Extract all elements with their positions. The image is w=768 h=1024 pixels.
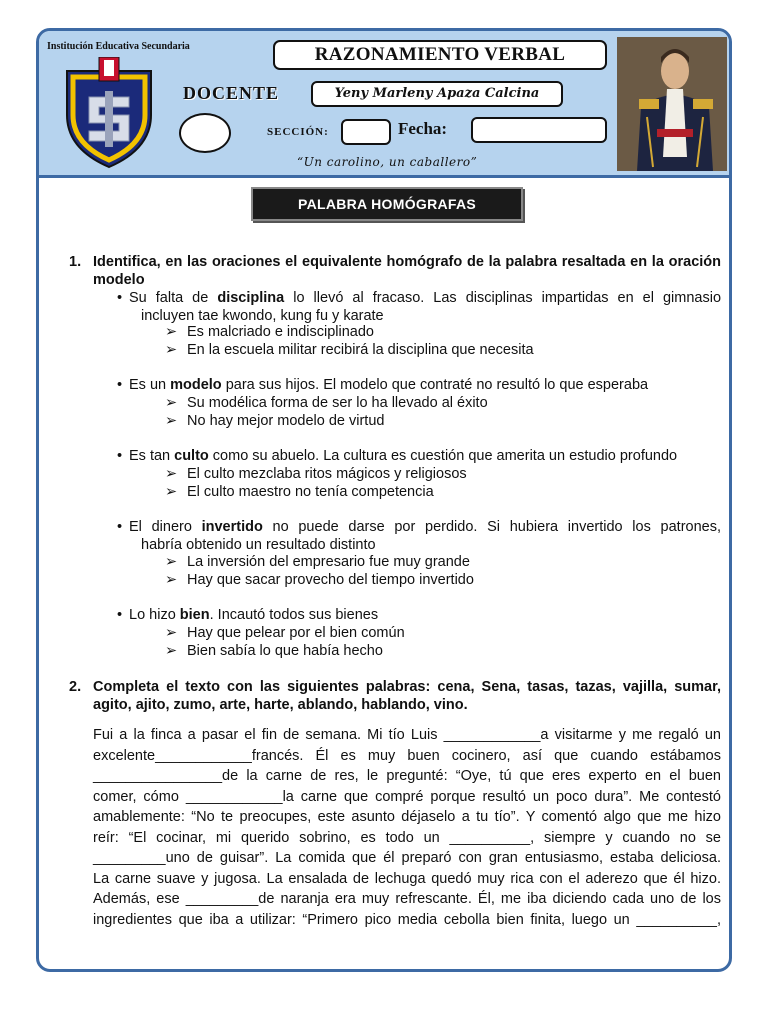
grade-oval-field[interactable] [179,113,231,153]
paragraph-line: Fui a la finca a pasar el fin de semana. Mi tío Luis ____________a visitarme y me regaló un [93,727,721,743]
item-text: no puede darse por perdido. Si hubiera invertido los patrones, [262,519,721,535]
paragraph-line: Además, ese _________de naranja era muy refrescante. Él, me iba diciendo cada uno de los [93,891,721,907]
arrow-icon: ➢ [165,413,178,429]
fecha-field[interactable] [471,117,607,143]
item-continuation: habría obtenido un resultado distinto [141,536,376,553]
institution-name: Institución Educativa Secundaria [47,41,190,52]
worksheet-title: PALABRA HOMÓGRAFAS [251,187,523,221]
question-2-heading [69,678,721,714]
item-text: como su abuelo. La cultura es cuestión que amerita un estudio profundo [208,448,678,464]
arrow-icon: ➢ [165,324,178,340]
paragraph-line: ________________de la carne de res, le pregunté: “Oye, tú que eres experto en el buen [93,768,721,784]
item-text: Lo hizo [129,607,180,623]
arrow-icon: ➢ [165,395,178,411]
bullet-icon: • [117,519,123,535]
list-item [117,448,721,466]
item-text: Su falta de [129,290,218,306]
paragraph-line: ingredientes que iba a utilizar: “Primero pico media cebolla bien finita, luego un __________, [93,911,721,928]
sub-item-text: Es malcriado e indisciplinado [187,324,374,340]
sub-item-text: El culto mezclaba ritos mágicos y religiosos [187,466,467,482]
question-text: Completa el texto con las siguientes palabras: cena, Sena, tasas, tazas, vajilla, sumar, agito, ajito, zumo, arte, harte, ablando, hablando, vino. [93,679,721,713]
sub-item [165,466,721,484]
paragraph-line: La carne suave y jugosa. La ensalada de lechuga quedó muy rica con el aderezo que él hizo. [93,870,721,887]
bullet-icon: • [117,448,123,464]
question-text: Identifica, en las oraciones el equivalente homógrafo de la palabra resaltada en la oración modelo [93,254,721,288]
teacher-name: Yeny Marleny Apaza Calcina [311,81,563,107]
item-text: para sus hijos. El modelo que contraté no resultó lo que esperaba [221,377,649,393]
highlighted-word: bien [179,607,210,623]
seccion-label: SECCIÓN: [267,126,329,138]
sub-item [165,643,721,661]
sub-item-text: No hay mejor modelo de virtud [187,413,385,429]
arrow-icon: ➢ [165,466,178,482]
subject-title: RAZONAMIENTO VERBAL [273,40,607,70]
fill-in-paragraph [93,725,721,930]
portrait-image [617,37,727,171]
sub-item [165,572,721,590]
question-number: 2. [69,679,82,695]
highlighted-word: modelo [170,377,222,393]
sub-item-text: Bien sabía lo que había hecho [187,643,383,659]
sub-item [165,625,721,643]
item-text: El dinero [129,519,202,535]
fecha-label: Fecha: [398,119,448,138]
paragraph-line: excelente____________francés. Él es muy buen cocinero, así que cuando estábamos [93,747,721,764]
arrow-icon: ➢ [165,572,178,588]
school-shield-logo [63,57,155,169]
item-text: Es un [129,377,171,393]
highlighted-word: invertido [201,519,263,535]
docente-label: DOCENTE [183,83,280,103]
paragraph-line: reír: “El cocinar, mi querido sobrino, es todo un __________, siempre y cuando no se [93,829,721,846]
sub-item-text: En la escuela militar recibirá la disciplina que necesita [187,342,534,358]
question-number: 1. [69,254,82,270]
seccion-field[interactable] [341,119,391,145]
sub-item-text: El culto maestro no tenía competencia [187,484,434,500]
arrow-icon: ➢ [165,643,178,659]
item-text: lo llevó al fracaso. Las disciplinas impartidas en el gimnasio [284,290,722,306]
arrow-icon: ➢ [165,625,178,641]
arrow-icon: ➢ [165,484,178,500]
bullet-icon: • [117,377,123,393]
paragraph-line: comer, cómo ____________la carne que compré porque resultó un poco dura”. Me contestó [93,788,721,805]
list-item [117,519,721,554]
sub-item [165,484,721,502]
sub-item [165,554,721,572]
sub-item [165,342,721,360]
list-item [117,377,721,395]
bullet-icon: • [117,290,123,306]
arrow-icon: ➢ [165,342,178,358]
question-1-heading [69,253,721,289]
sub-item [165,395,721,413]
highlighted-word: disciplina [217,290,285,306]
list-item [117,290,721,325]
item-text: Es tan [129,448,175,464]
item-text: . Incautó todos sus bienes [209,607,379,623]
sub-item-text: Su modélica forma de ser lo ha llevado al éxito [187,395,488,411]
highlighted-word: culto [174,448,209,464]
bullet-icon: • [117,607,123,623]
paragraph-line: _________uno de guisar”. La comida que él preparó con gran entusiasmo, estaba deliciosa. [93,850,721,866]
worksheet-frame [36,28,732,972]
sub-item-text: La inversión del empresario fue muy grande [187,554,470,570]
sub-item-text: Hay que sacar provecho del tiempo invertido [187,572,474,588]
sub-item [165,413,721,431]
school-motto: “Un carolino, un caballero” [297,155,478,169]
header-banner [39,31,729,178]
item-continuation: incluyen tae kwondo, kung fu y karate [141,307,384,324]
sub-item [165,324,721,342]
list-item [117,607,721,625]
sub-item-text: Hay que pelear por el bien común [187,625,405,641]
paragraph-line: amablemente: “No te preocupes, este asunto déjaselo a tu tío”. Y comentó algo que me hizo [93,809,721,825]
arrow-icon: ➢ [165,554,178,570]
